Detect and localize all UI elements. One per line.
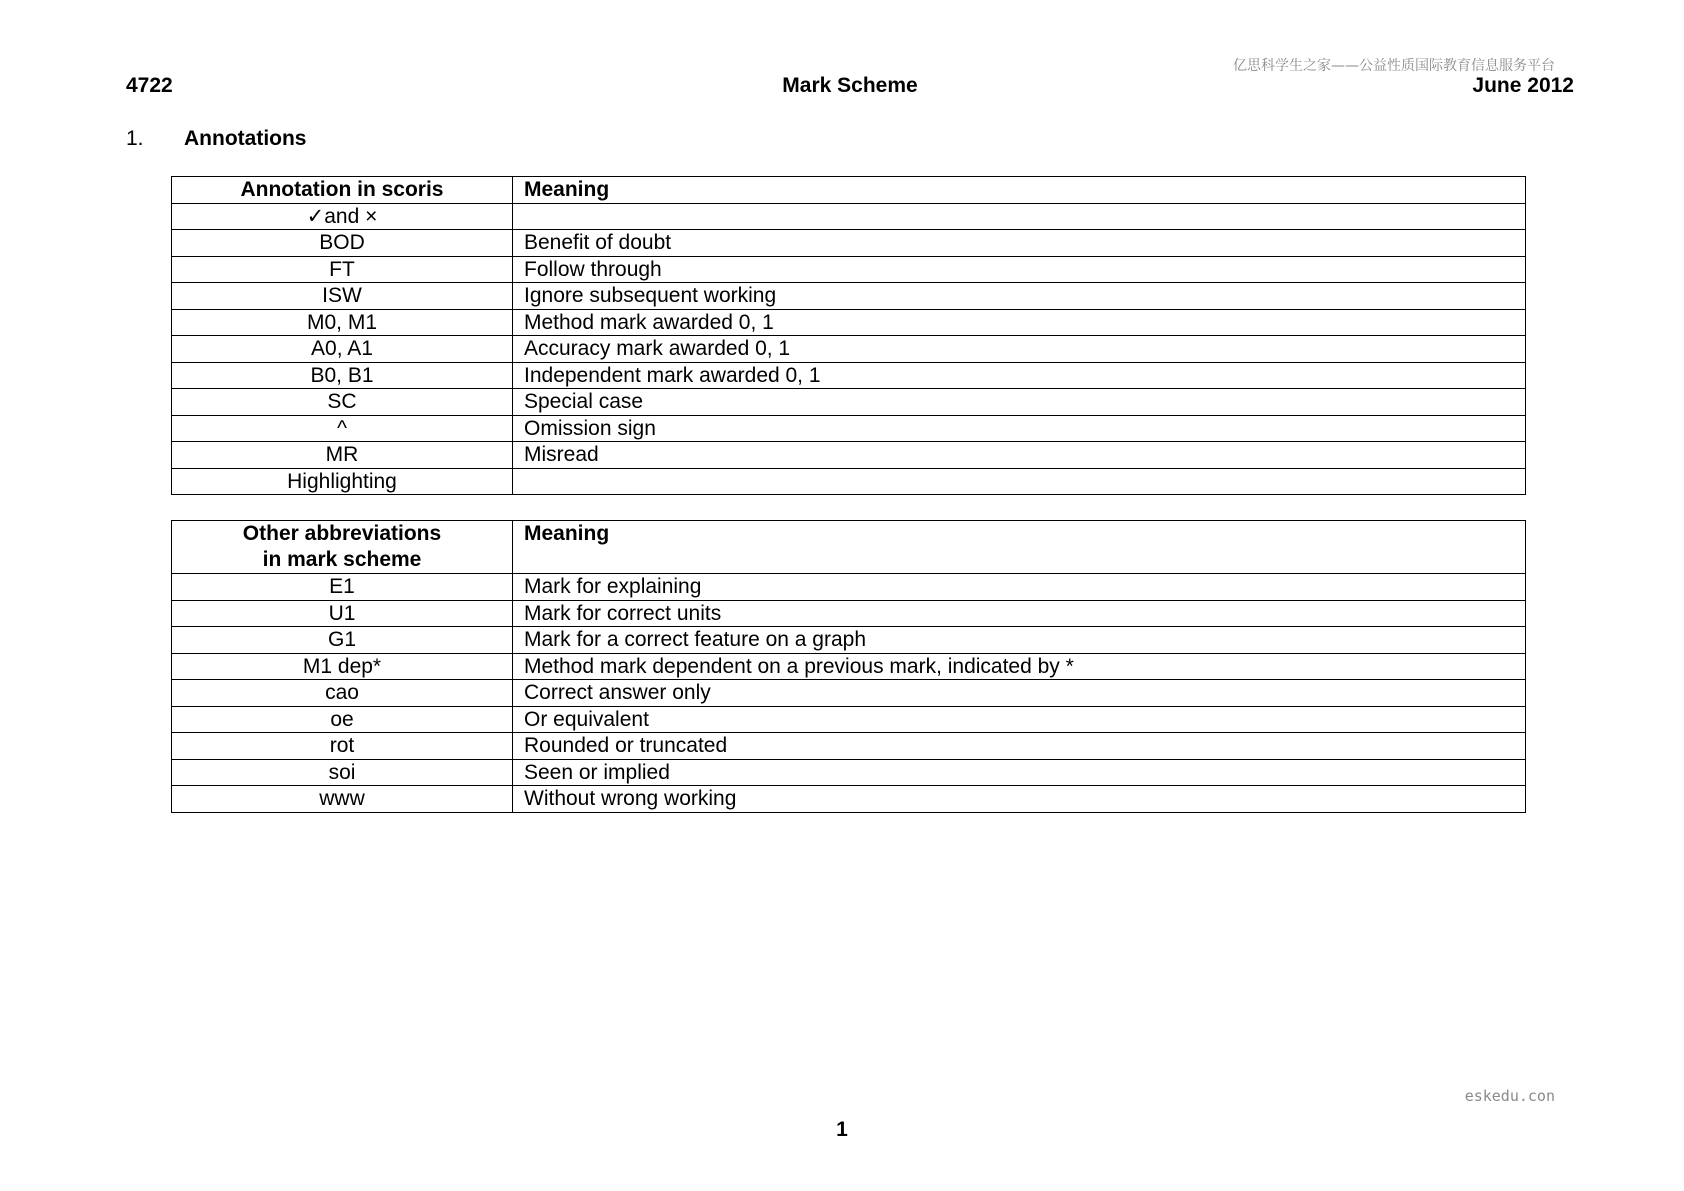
page-header (126, 74, 1574, 102)
meaning-cell: Accuracy mark awarded 0, 1 (513, 336, 1526, 363)
annotation-cell: BOD (172, 230, 513, 257)
column-header-annotation: Annotation in scoris (172, 177, 513, 204)
paper-code: 4722 (126, 74, 173, 97)
table-row (172, 759, 1526, 786)
meaning-cell: Ignore subsequent working (513, 283, 1526, 310)
annotation-cell: B0, B1 (172, 362, 513, 389)
table-row (172, 574, 1526, 601)
annotation-cell: A0, A1 (172, 336, 513, 363)
abbreviation-cell: rot (172, 733, 513, 760)
annotation-cell: ISW (172, 283, 513, 310)
table-header-row (172, 521, 1526, 574)
column-header-meaning: Meaning (513, 177, 1526, 204)
annotation-cell: FT (172, 256, 513, 283)
meaning-cell: Correct answer only (513, 680, 1526, 707)
column-header-line: Other abbreviations (242, 522, 442, 545)
table-row (172, 336, 1526, 363)
column-header-line: in mark scheme (262, 548, 422, 571)
meaning-cell: Follow through (513, 256, 1526, 283)
meaning-cell: Independent mark awarded 0, 1 (513, 362, 1526, 389)
document-title: Mark Scheme (782, 74, 918, 97)
abbreviation-cell: G1 (172, 627, 513, 654)
column-header-meaning: Meaning (513, 521, 1526, 574)
meaning-cell: Misread (513, 442, 1526, 469)
meaning-cell: Mark for correct units (513, 600, 1526, 627)
watermark-bottom: eskedu.con (1464, 1087, 1555, 1105)
annotation-cell: ^ (172, 415, 513, 442)
table-row (172, 786, 1526, 813)
abbreviation-cell: www (172, 786, 513, 813)
meaning-cell: Benefit of doubt (513, 230, 1526, 257)
annotation-cell: SC (172, 389, 513, 416)
table-row (172, 230, 1526, 257)
meaning-cell: Omission sign (513, 415, 1526, 442)
table-row (172, 680, 1526, 707)
table-row (172, 309, 1526, 336)
abbreviation-cell: E1 (172, 574, 513, 601)
section-title: Annotations (184, 127, 307, 150)
column-header-abbreviation (172, 521, 513, 574)
annotation-cell: Highlighting (172, 468, 513, 495)
table-row (172, 362, 1526, 389)
meaning-cell: Rounded or truncated (513, 733, 1526, 760)
abbreviation-cell: soi (172, 759, 513, 786)
page-number: 1 (836, 1118, 848, 1141)
abbreviations-table (171, 520, 1526, 813)
table-row (172, 442, 1526, 469)
meaning-cell (513, 203, 1526, 230)
meaning-cell (513, 468, 1526, 495)
meaning-cell: Seen or implied (513, 759, 1526, 786)
section-number: 1. (126, 127, 144, 150)
table-row (172, 600, 1526, 627)
abbreviation-cell: M1 dep* (172, 653, 513, 680)
table-header-row (172, 177, 1526, 204)
meaning-cell: Method mark awarded 0, 1 (513, 309, 1526, 336)
table-row (172, 203, 1526, 230)
table-row (172, 283, 1526, 310)
annotation-cell: ✓and × (172, 203, 513, 230)
watermark-top: 亿思科学生之家——公益性质国际教育信息服务平台 (1233, 58, 1555, 74)
annotations-table (171, 176, 1526, 495)
table-row (172, 653, 1526, 680)
meaning-cell: Special case (513, 389, 1526, 416)
meaning-cell: Or equivalent (513, 706, 1526, 733)
meaning-cell: Mark for a correct feature on a graph (513, 627, 1526, 654)
table-row (172, 256, 1526, 283)
abbreviation-cell: cao (172, 680, 513, 707)
meaning-cell: Mark for explaining (513, 574, 1526, 601)
exam-date: June 2012 (1472, 74, 1574, 97)
table-row (172, 733, 1526, 760)
meaning-cell: Method mark dependent on a previous mark, indicated by * (513, 653, 1526, 680)
annotation-cell: M0, M1 (172, 309, 513, 336)
table-row (172, 706, 1526, 733)
meaning-cell: Without wrong working (513, 786, 1526, 813)
table-row (172, 389, 1526, 416)
table-row (172, 627, 1526, 654)
table-row (172, 468, 1526, 495)
section-heading (126, 127, 306, 151)
abbreviation-cell: U1 (172, 600, 513, 627)
table-row (172, 415, 1526, 442)
abbreviation-cell: oe (172, 706, 513, 733)
annotation-cell: MR (172, 442, 513, 469)
